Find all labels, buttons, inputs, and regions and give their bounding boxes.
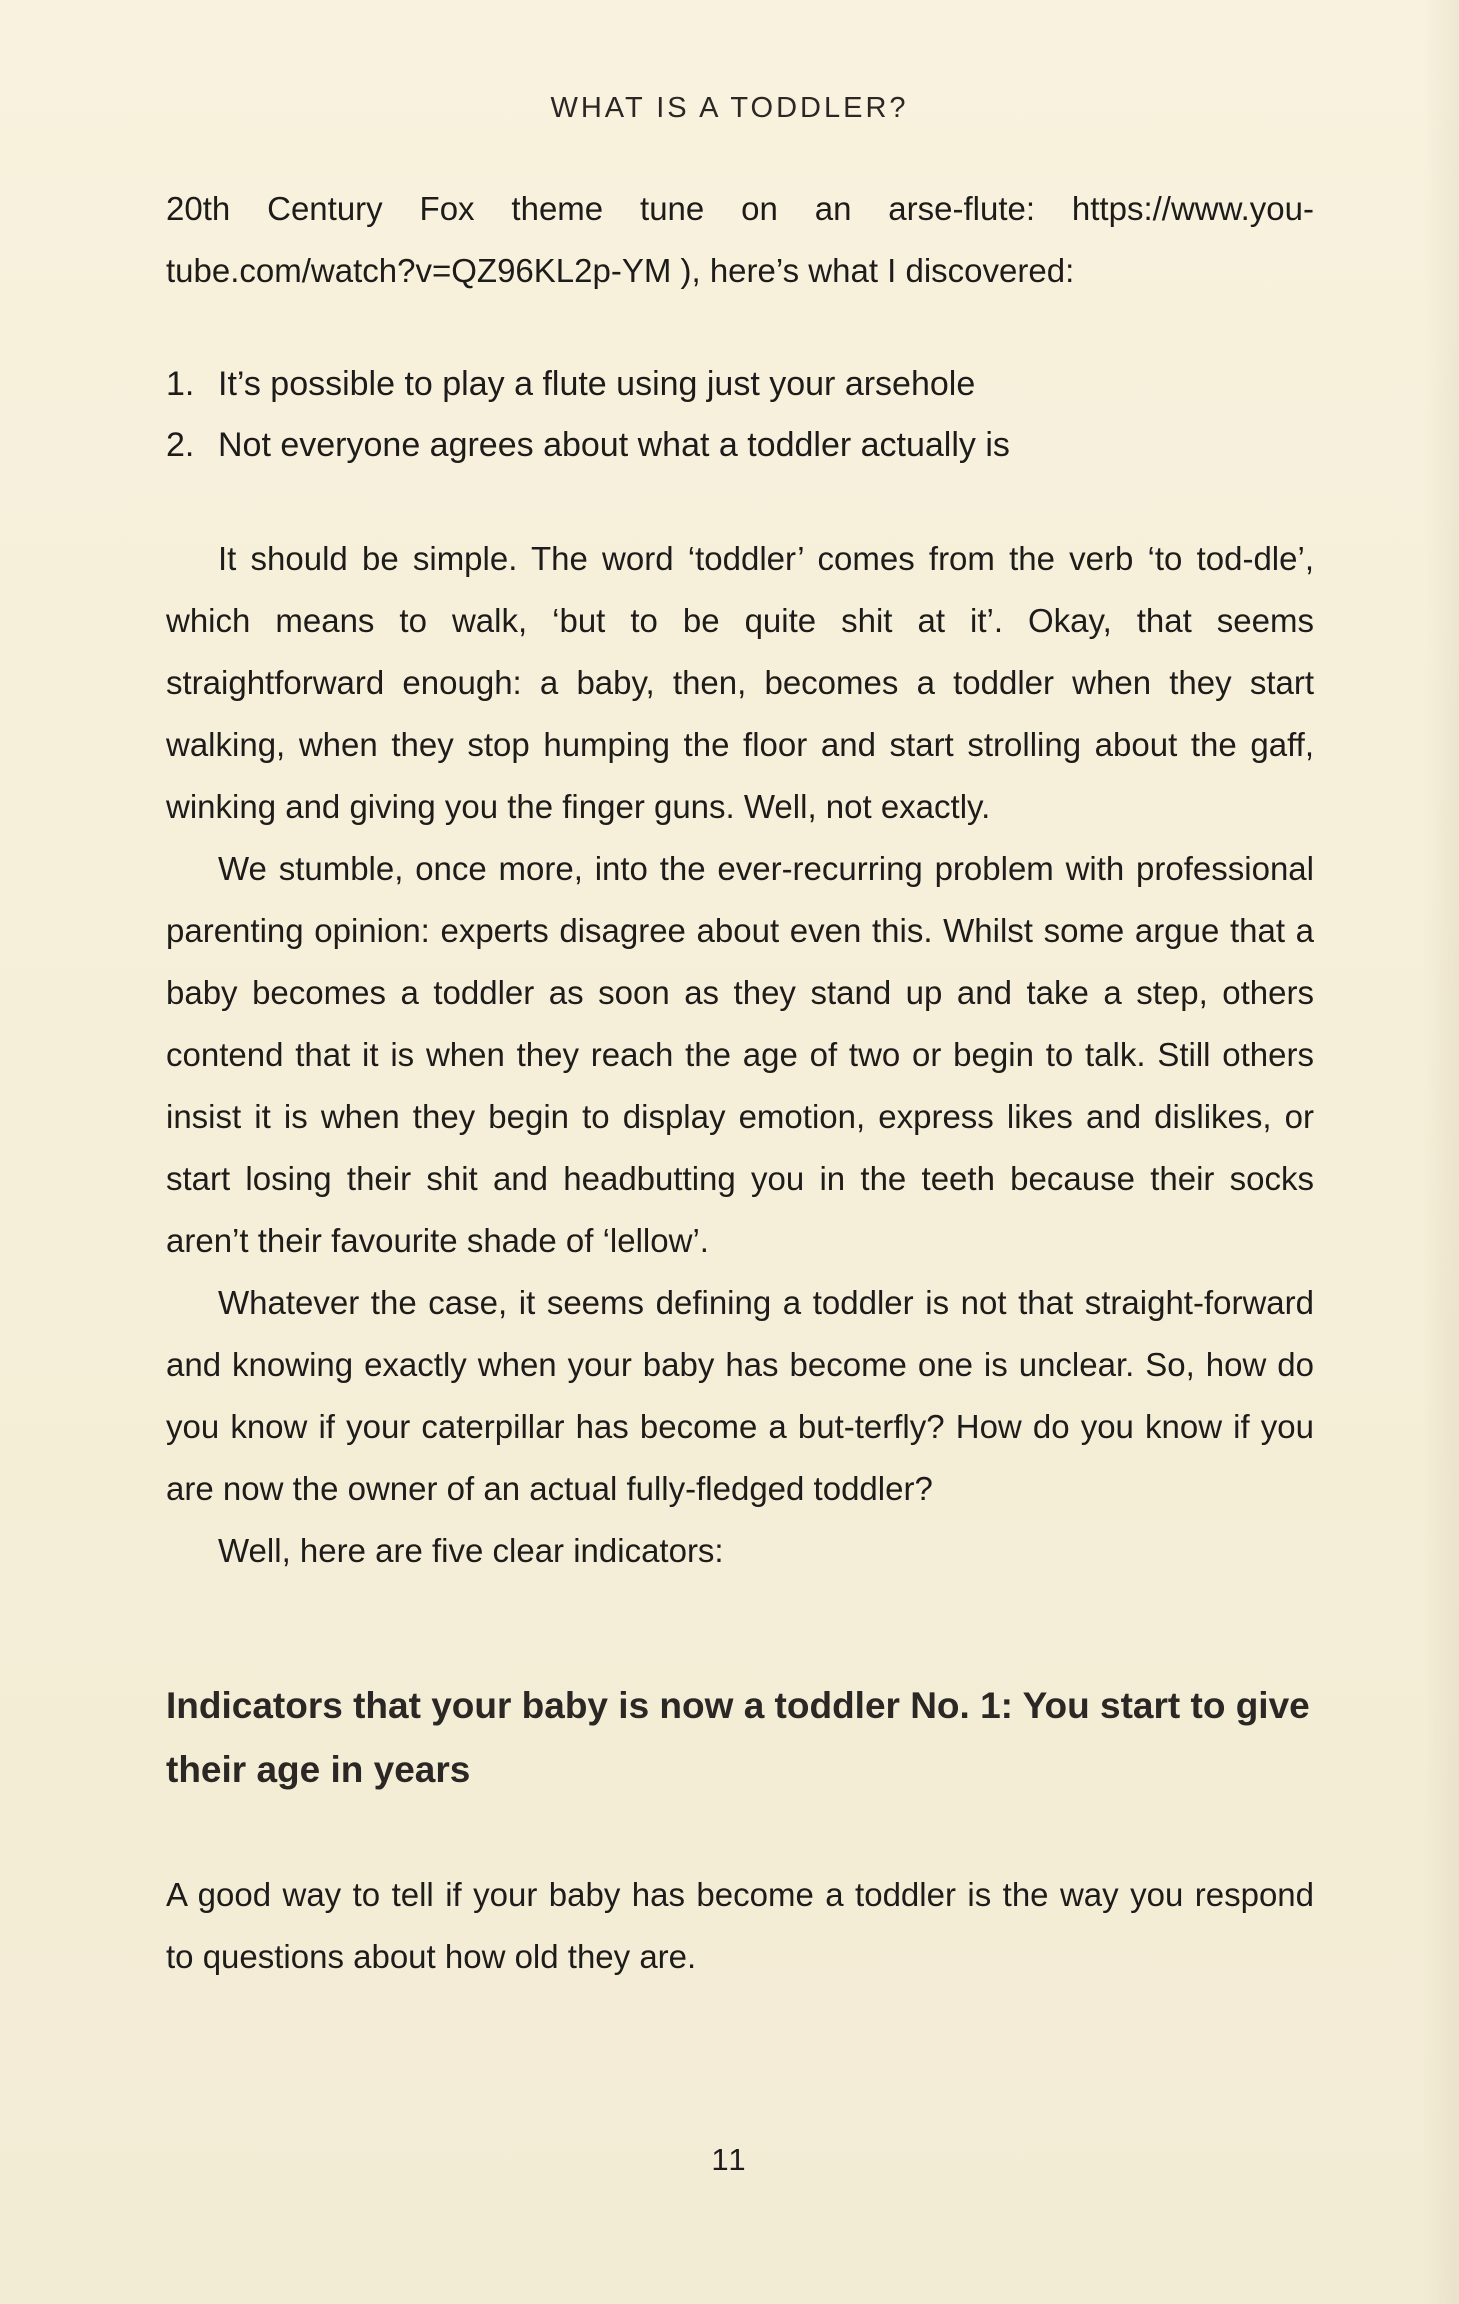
page-edge-shadow	[1423, 0, 1459, 2304]
list-item-text: Not everyone agrees about what a toddler actually is	[218, 426, 1010, 464]
intro-line-2: tube.com/watch?v=QZ96KL2p-YM ), here’s what I discovered:	[166, 252, 1075, 289]
body-paragraph-2: We stumble, once more, into the ever-recurring problem with professional parenting opinion: experts disagree about even this. Whilst some argue that a baby becomes a toddler as soon as they stand up and take a step, others contend that it is when they reach the age of two or begin to talk. Still others insist it is when they begin to display emotion, express likes and dislikes, or start losing their shit and headbutting you in the teeth because their socks aren’t their favourite shade of ‘lellow’.	[166, 850, 1314, 1259]
page-number: 11	[711, 2142, 748, 2177]
numbered-list	[166, 354, 1314, 476]
list-item	[166, 354, 1314, 415]
list-item	[166, 415, 1314, 476]
body-paragraph-3: Whatever the case, it seems defining a toddler is not that straight-forward and knowing exactly when your baby has become one is unclear. So, how do you know if your caterpillar has become a but-terfly? How do you know if you are now the owner of an actual fully-fledged toddler?	[166, 1284, 1314, 1507]
body-paragraph-1: It should be simple. The word ‘toddler’ comes from the verb ‘to tod-dle’, which means to walk, ‘but to be quite shit at it’. Okay, that seems straightforward enough: a baby, then, becomes a toddler when they start walking, when they stop humping the floor and start strolling about the gaff, winking and giving you the finger guns. Well, not exactly.	[166, 540, 1314, 825]
list-item-text: It’s possible to play a flute using just your arsehole	[218, 365, 976, 403]
intro-paragraph	[166, 178, 1314, 302]
section-body-paragraph: A good way to tell if your baby has become a toddler is the way you respond to questions about how old they are.	[166, 1876, 1314, 1975]
list-item-number: 1.	[166, 365, 195, 403]
intro-line-1: 20th Century Fox theme tune on an arse-flute: https://www.you-	[166, 190, 1314, 227]
page-content	[166, 178, 1314, 1988]
list-item-number: 2.	[166, 426, 195, 464]
body-paragraph-4: Well, here are five clear indicators:	[218, 1532, 724, 1569]
section-heading: Indicators that your baby is now a toddler No. 1: You start to give their age in years	[166, 1685, 1310, 1790]
running-head: WHAT IS A TODDLER?	[550, 92, 909, 124]
